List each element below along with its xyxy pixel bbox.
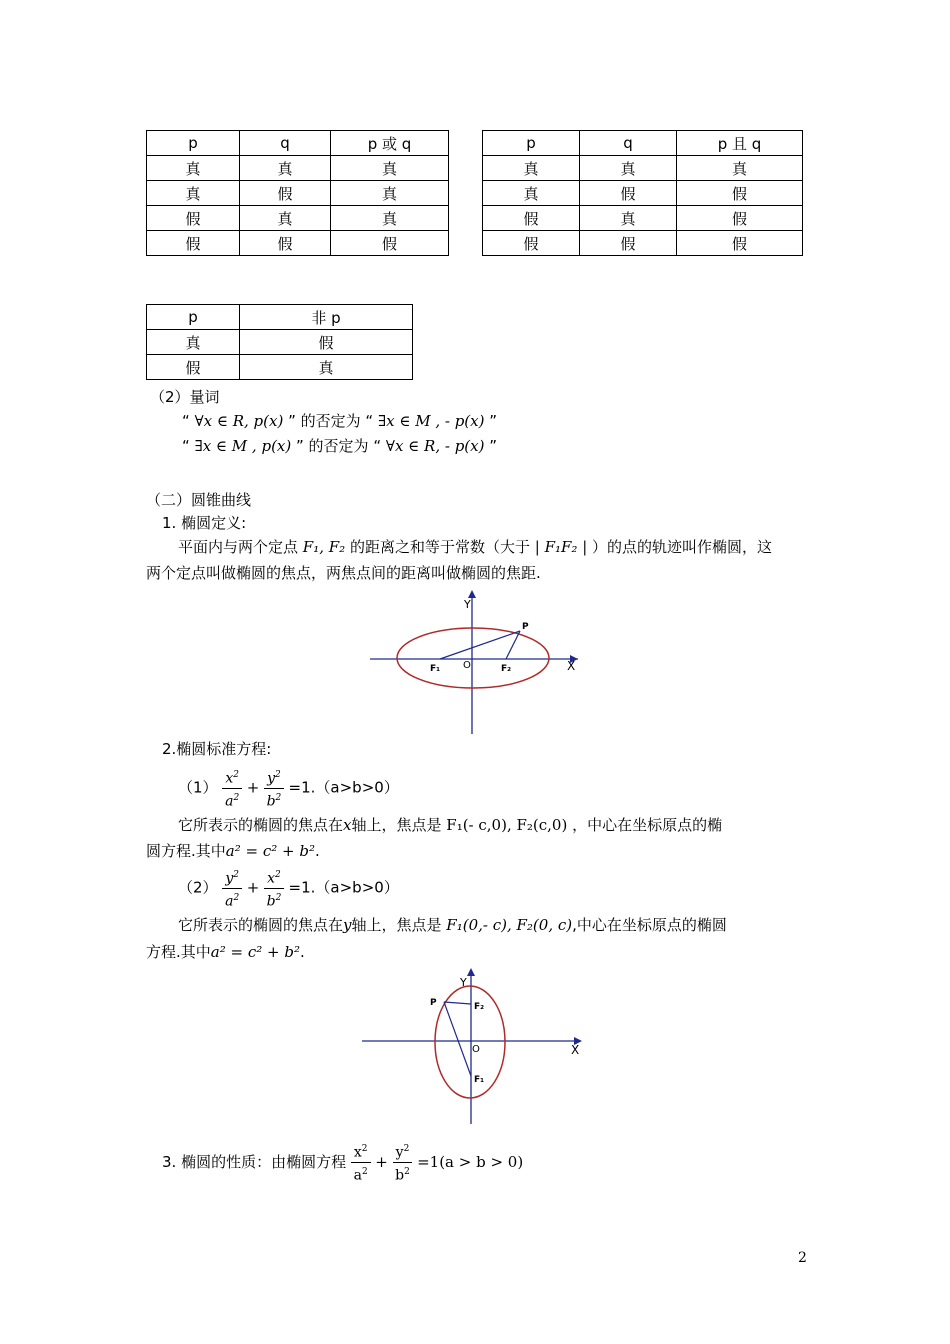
exists-expr: ∃x ∈ M , p(x) <box>194 437 292 455</box>
cell: 假 <box>331 231 449 256</box>
header-q: q <box>240 131 331 156</box>
y-axis-arrow-icon <box>467 968 475 976</box>
text: ，中心在坐标原点的椭 <box>572 816 723 834</box>
cell: 真 <box>147 181 240 206</box>
truth-table-not <box>146 304 413 380</box>
point-p-label: P <box>430 998 437 1008</box>
cell: 假 <box>677 181 803 206</box>
equation-1: （1） $\frac{x^2}{a^2}$ + $\frac{y^2}{b^2}$ =1.（a>b>0） <box>178 766 399 810</box>
focus-f1-label: F₁ <box>474 1075 485 1085</box>
header-p: p <box>483 131 580 156</box>
foci-coordinates: F₁(0,- c), F₂(0, c) <box>446 916 573 934</box>
text: ,中心在坐标原点的椭圆 <box>572 916 727 934</box>
y-label: Y <box>464 598 471 611</box>
segment-pf1 <box>444 1002 471 1076</box>
equation-2: （2） $\frac{y^2}{a^2}$ + $\frac{x^2}{b^2}$ =1.（a>b>0） <box>178 866 399 910</box>
equation-label: （1） <box>178 778 218 797</box>
origin-label: O <box>472 1044 480 1055</box>
y-axis-arrow-icon <box>468 590 476 598</box>
cell: 假 <box>483 231 580 256</box>
text: 3. 椭圆的性质：由椭圆方程 <box>162 1153 347 1171</box>
header-q: q <box>580 131 677 156</box>
page-number: 2 <box>798 1250 807 1266</box>
cell: 假 <box>677 206 803 231</box>
axis-symbol: x <box>343 816 352 834</box>
fraction-y2-b2: $\frac{y^2}{b^2}$ <box>264 766 284 810</box>
cell: 假 <box>677 231 803 256</box>
cell: 真 <box>147 330 240 355</box>
text: 圆方程.其中 <box>146 842 226 860</box>
cell: 假 <box>580 181 677 206</box>
standard-equation-title: 2.椭圆标准方程: <box>162 740 272 758</box>
cell: 假 <box>147 355 240 380</box>
cell: 假 <box>147 231 240 256</box>
cell: 真 <box>483 181 580 206</box>
equation-condition: =1.（a>b>0） <box>288 878 399 897</box>
cell: 假 <box>240 330 413 355</box>
cell: 真 <box>240 355 413 380</box>
quote-close: ” <box>489 437 498 455</box>
quote-close: ” <box>489 412 498 430</box>
property-line: 3. 椭圆的性质：由椭圆方程 $\frac{x^2}{a^2}$ + $\frac{y^2}{b^2}$ =1(a > b > 0) <box>162 1140 523 1185</box>
definition-line-2: 两个定点叫做椭圆的焦点，两焦点间的距离叫做椭圆的焦距. <box>146 564 541 582</box>
text: 它所表示的椭圆的焦点在 <box>178 916 344 934</box>
equation-1-desc-line-1 <box>178 814 722 836</box>
text: 轴上，焦点是 <box>351 816 442 834</box>
fraction-y2-b2: $\frac{y^2}{b^2}$ <box>393 1140 413 1184</box>
header-p-and-q: p 且 q <box>677 131 803 156</box>
cell: 真 <box>147 156 240 181</box>
text: 平面内与两个定点 <box>178 538 299 556</box>
point-p-label: P <box>522 622 529 632</box>
figure-vertical-ellipse <box>358 964 588 1126</box>
equation-1-desc-line-2: 圆方程.其中a² = c² + b². <box>146 842 320 860</box>
focus-f1-label: F₁ <box>430 664 441 674</box>
fraction-x2-a2: $\frac{x^2}{a^2}$ <box>351 1140 371 1184</box>
cell: 假 <box>240 231 331 256</box>
fraction-x2-a2: $\frac{x^2}{a^2}$ <box>222 766 242 810</box>
cell: 假 <box>240 181 331 206</box>
text: 它所表示的椭圆的焦点在 <box>178 816 344 834</box>
quantifier-line-1 <box>182 410 497 432</box>
focal-distance-symbol: | F₁F₂ | <box>534 538 588 556</box>
cell: 真 <box>580 206 677 231</box>
quantifier-heading: （2）量词 <box>150 388 220 406</box>
cell: 假 <box>483 206 580 231</box>
equation-2-desc-line-2: 方程.其中a² = c² + b². <box>146 943 305 961</box>
exists-neg-expr: ∃x ∈ M , - p(x) <box>377 412 485 430</box>
forall-expr: ∀x ∈ R, p(x) <box>194 412 284 430</box>
relation-abc: a² = c² + b² <box>210 943 300 961</box>
cell: 真 <box>240 156 331 181</box>
quote-open: “ <box>182 437 190 455</box>
header-not-p: 非 p <box>240 305 413 330</box>
cell: 真 <box>483 156 580 181</box>
ellipse-curve <box>435 986 505 1098</box>
header-p: p <box>147 305 240 330</box>
cell: 真 <box>677 156 803 181</box>
foci-symbol: F₁, F₂ <box>302 538 346 556</box>
header-p-or-q: p 或 q <box>331 131 449 156</box>
truth-table-or <box>146 130 449 256</box>
y-label: Y <box>460 976 467 989</box>
x-label: X <box>567 659 576 673</box>
cell: 真 <box>331 181 449 206</box>
text: 方程.其中 <box>146 943 211 961</box>
relation-abc: a² = c² + b² <box>225 842 315 860</box>
x-label: X <box>571 1043 580 1057</box>
cell: 真 <box>331 206 449 231</box>
negation-text: ” 的否定为 “ <box>296 437 382 455</box>
foci-coordinates: F₁(- c,0), F₂(c,0) <box>446 816 568 834</box>
quote-open: “ <box>182 412 190 430</box>
equation-2-desc-line-1 <box>178 914 727 936</box>
cell: 真 <box>580 156 677 181</box>
fraction-x2-b2: $\frac{x^2}{b^2}$ <box>264 866 284 910</box>
equation-condition: =1(a > b > 0) <box>417 1153 524 1171</box>
ellipse-curve <box>397 628 549 688</box>
text: 的距离之和等于常数（大于 <box>349 538 530 556</box>
equation-condition: =1.（a>b>0） <box>288 778 399 797</box>
equation-label: （2） <box>178 878 218 897</box>
header-p: p <box>147 131 240 156</box>
segment-pf2 <box>444 1002 471 1004</box>
truth-table-and <box>482 130 803 256</box>
definition-line-1 <box>178 536 772 558</box>
text: 轴上，焦点是 <box>351 916 442 934</box>
cell: 假 <box>580 231 677 256</box>
origin-label: O <box>463 660 471 671</box>
focus-f2-label: F₂ <box>474 1002 485 1012</box>
ellipse-definition-title: 1. 椭圆定义: <box>162 514 247 532</box>
forall-neg-expr: ∀x ∈ R, - p(x) <box>385 437 485 455</box>
quantifier-line-2 <box>182 435 497 457</box>
conic-heading: （二）圆锥曲线 <box>146 491 252 509</box>
fraction-y2-a2: $\frac{y^2}{a^2}$ <box>222 866 242 910</box>
cell: 假 <box>147 206 240 231</box>
figure-horizontal-ellipse <box>360 586 590 736</box>
axis-symbol: y <box>343 916 352 934</box>
text: ）的点的轨迹叫作椭圆，这 <box>592 538 773 556</box>
negation-text: ” 的否定为 “ <box>288 412 374 430</box>
cell: 真 <box>331 156 449 181</box>
cell: 真 <box>240 206 331 231</box>
focus-f2-label: F₂ <box>501 664 512 674</box>
